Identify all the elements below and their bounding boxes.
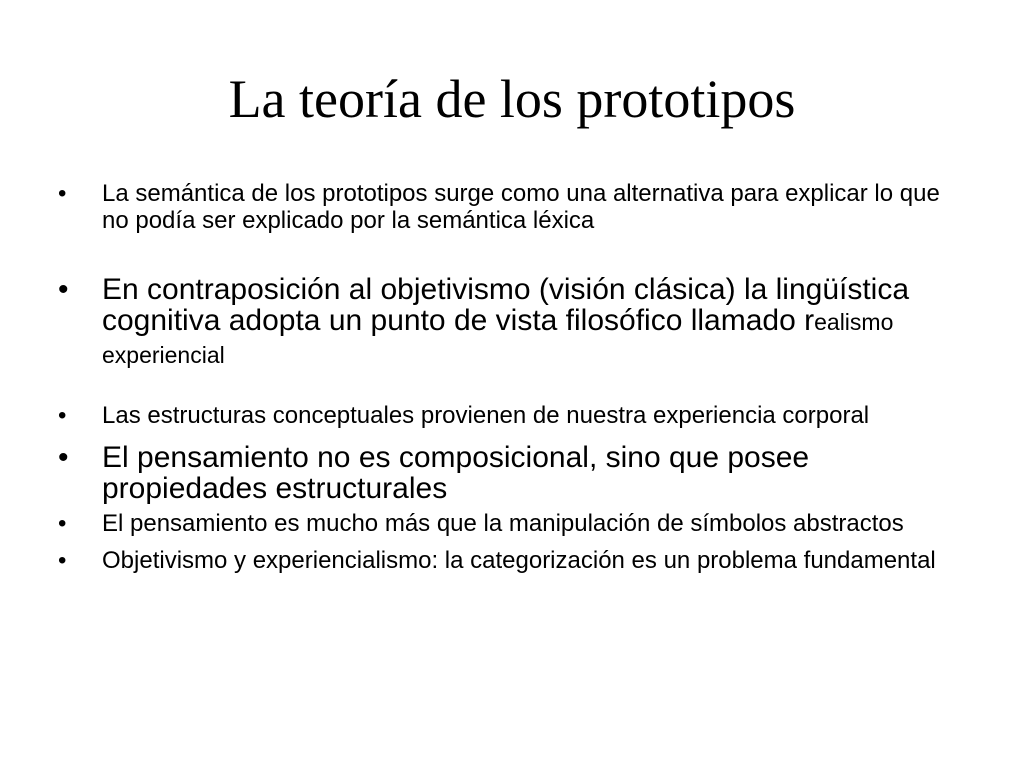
bullet-item [55,402,955,429]
bullet-list [55,180,955,574]
bullet-text: Las estructuras conceptuales provienen de nuestra experiencia corporal [102,402,870,429]
bullet-item [55,274,955,371]
bullet-item [55,510,955,537]
bullet-icon: • [58,510,67,537]
bullet-item [55,180,955,234]
bullet-text: Objetivismo y experiencialismo: la categorización es un problema fundamental [102,547,936,574]
bullet-icon: • [58,402,67,429]
bullet-icon: • [58,441,69,474]
bullet-text: La semántica de los prototipos surge como una alternativa para explicar lo que no podía ser explicado por la semántica léxica [102,180,940,234]
bullet-text-main: En contraposición al objetivismo (visión clásica) la lingüística cognitiva adopta un punto de vista filosófico llamado r [102,273,910,337]
bullet-icon: • [58,180,67,207]
bullet-item [55,547,955,574]
bullet-text: El pensamiento es mucho más que la manipulación de símbolos abstractos [102,510,904,537]
slide-title: La teoría de los prototipos [228,69,796,129]
bullet-text-small: ealismo experiencial [102,309,894,368]
bullet-icon: • [58,547,67,574]
bullet-item [55,442,955,504]
bullet-text: El pensamiento no es composicional, sino que posee propiedades estructurales [102,441,810,505]
bullet-icon: • [58,273,69,306]
bullet-text [102,274,955,371]
